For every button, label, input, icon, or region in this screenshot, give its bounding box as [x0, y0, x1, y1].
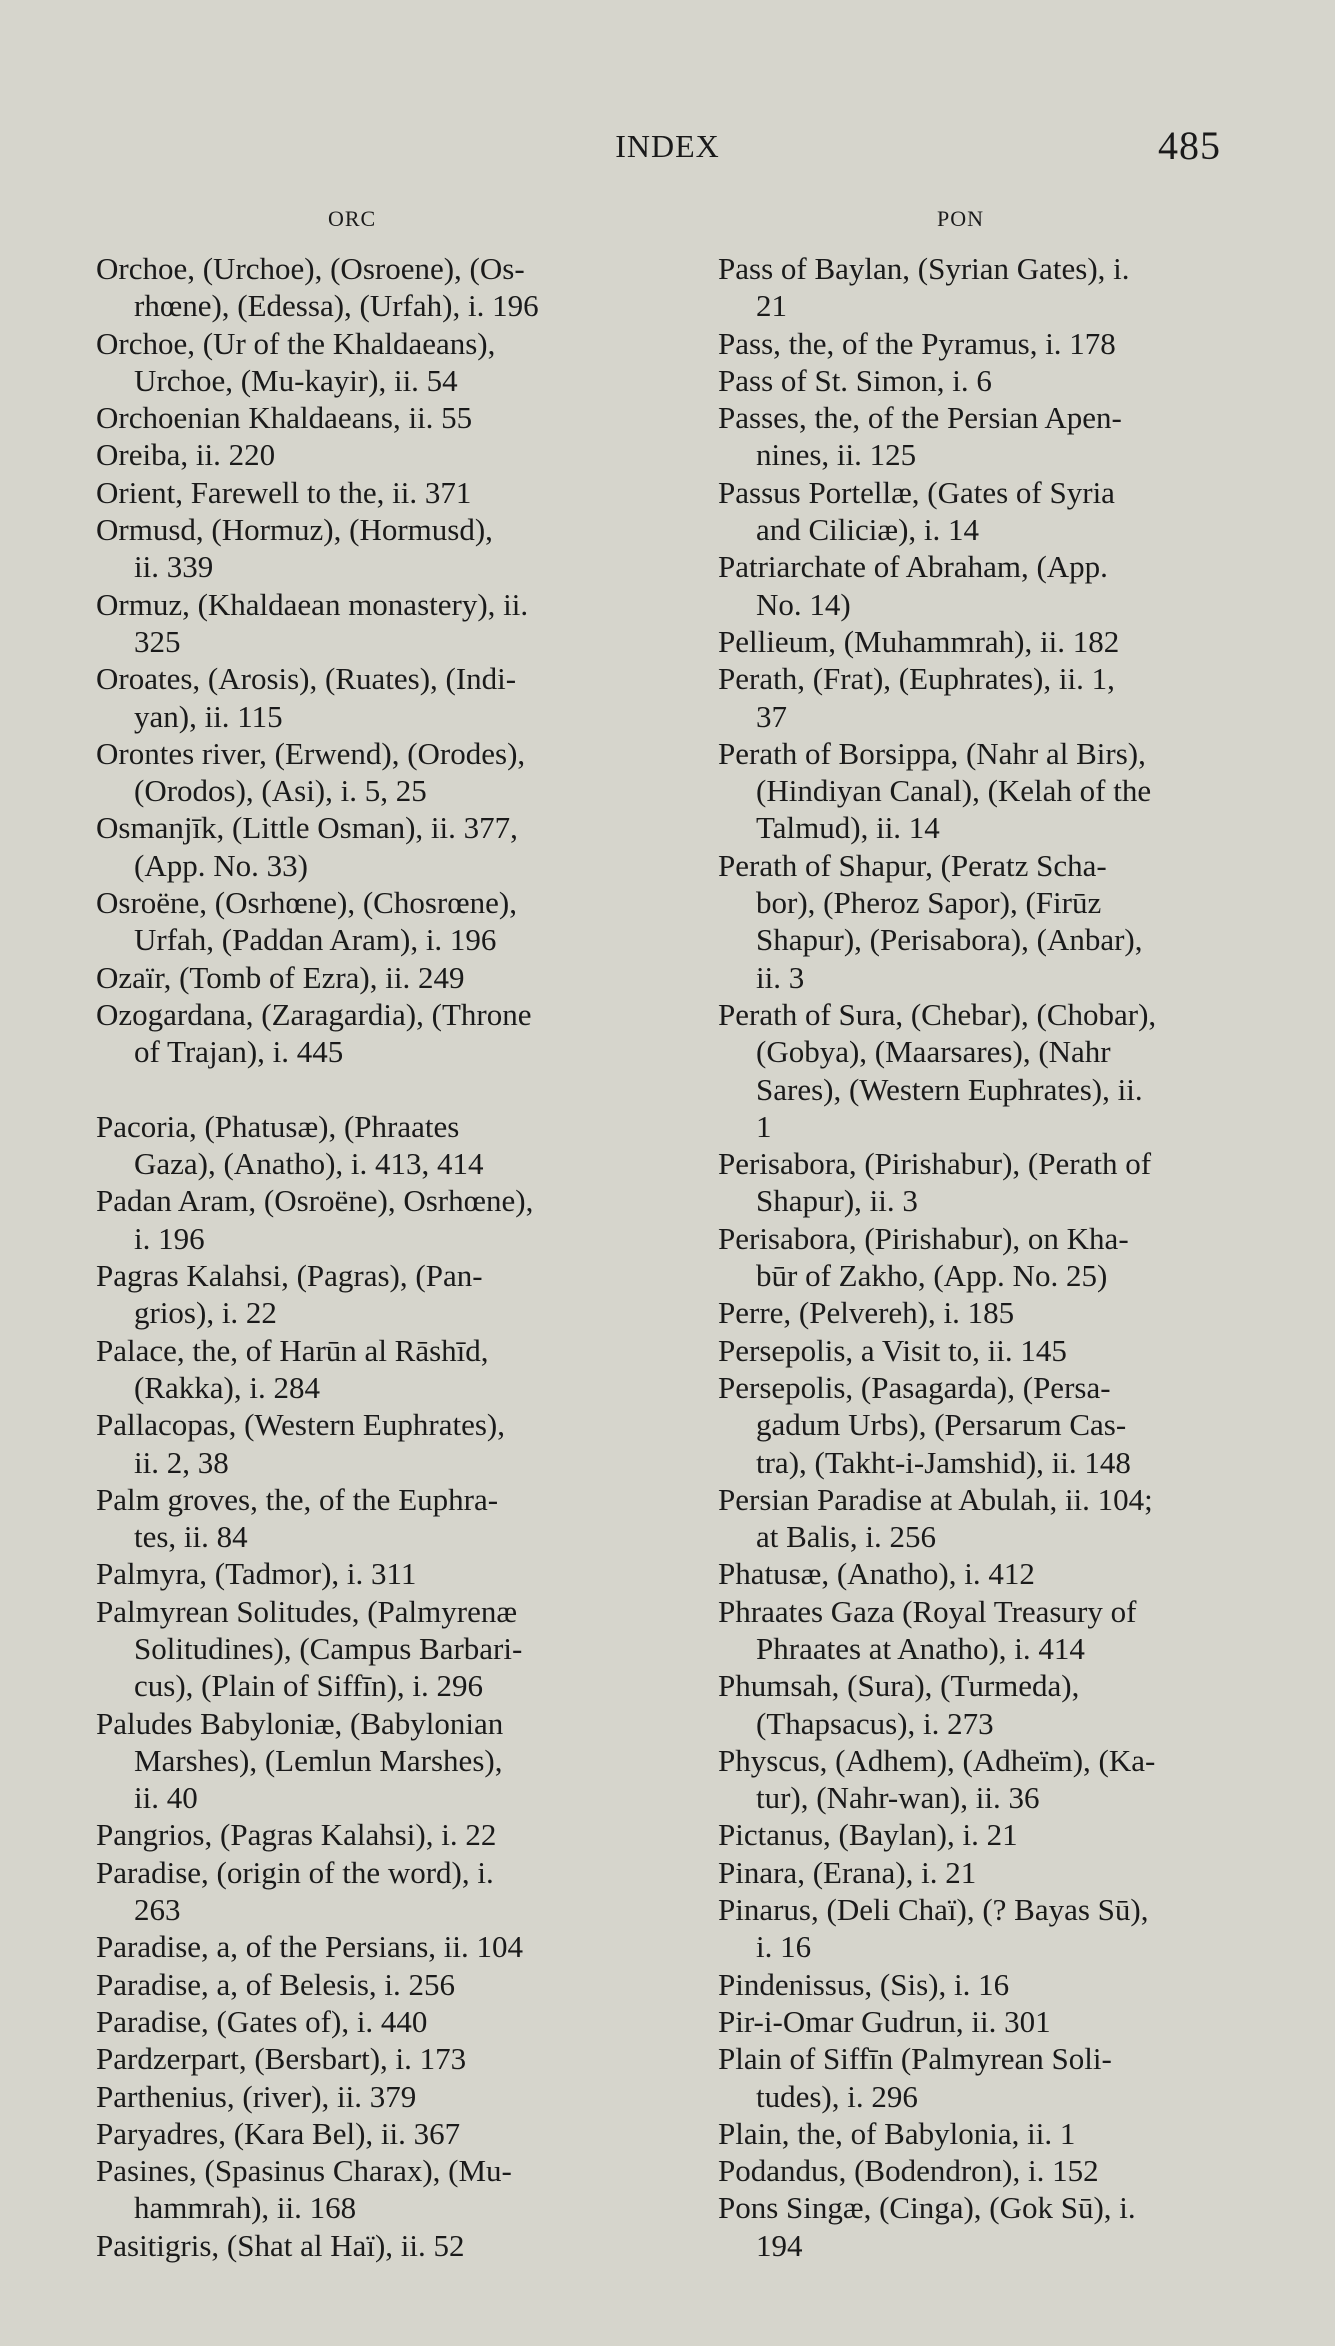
- index-entry: [718, 1593, 1254, 1668]
- index-entry-continuation: Shapur), (Perisabora), (Anbar),: [756, 922, 1143, 958]
- index-entry: [718, 2189, 1254, 2264]
- index-entry-continuation: ii. 2, 38: [134, 1444, 229, 1480]
- index-entry: [96, 1966, 626, 2003]
- index-entry-continuation: tes, ii. 84: [134, 1519, 248, 1555]
- index-entry: [96, 660, 626, 735]
- index-entry-line: Physcus, (Adhem), (Adheïm), (Ka-: [718, 1742, 1156, 1778]
- index-entry-continuation: tra), (Takht-i-Jamshid), ii. 148: [756, 1444, 1131, 1480]
- index-entry: [96, 586, 626, 661]
- index-entry-line: Osmanjīk, (Little Osman), ii. 377,: [96, 810, 518, 846]
- index-entry-continuation: nines, ii. 125: [756, 437, 917, 473]
- index-entry-line: Oroates, (Arosis), (Ruates), (Indi-: [96, 661, 517, 697]
- index-entry: [96, 2227, 626, 2264]
- index-entry-continuation: 194: [756, 2227, 803, 2263]
- index-entry: [96, 1406, 626, 1481]
- index-entry-continuation: i. 16: [756, 1929, 812, 1965]
- index-entry: [718, 660, 1254, 735]
- index-entry: [718, 1481, 1254, 1556]
- right-column-head: PON: [937, 206, 985, 231]
- index-entry-continuation: (Hindiyan Canal), (Kelah of the: [756, 773, 1152, 809]
- index-entry: [718, 735, 1254, 847]
- index-entry-line: Passus Portellæ, (Gates of Syria: [718, 474, 1115, 510]
- running-title: INDEX: [615, 128, 720, 164]
- index-entry: [96, 809, 626, 884]
- index-entry-continuation: 21: [756, 288, 787, 324]
- index-entry-continuation: tur), (Nahr-wan), ii. 36: [756, 1780, 1040, 1816]
- index-entry-continuation: Urfah, (Paddan Aram), i. 196: [134, 922, 497, 958]
- index-entry-line: Pagras Kalahsi, (Pagras), (Pan-: [96, 1258, 483, 1294]
- index-entry: [96, 1816, 626, 1853]
- index-entry-continuation: of Trajan), i. 445: [134, 1034, 344, 1070]
- index-entry: [718, 2040, 1254, 2115]
- index-entry-continuation: tudes), i. 296: [756, 2078, 918, 2114]
- index-entry-line: Pass of Baylan, (Syrian Gates), i.: [718, 251, 1130, 286]
- index-entry-continuation: ii. 339: [134, 549, 214, 585]
- index-entry: [718, 250, 1254, 325]
- index-entry-continuation: bor), (Pheroz Sapor), (Firūz: [756, 885, 1102, 921]
- index-entry-continuation: cus), (Plain of Siffīn), i. 296: [134, 1668, 484, 1704]
- index-entry: [96, 1481, 626, 1556]
- index-entry-continuation: Solitudines), (Campus Barbari-: [134, 1630, 523, 1666]
- index-entry: [96, 511, 626, 586]
- index-entry-line: Ormusd, (Hormuz), (Hormusd),: [96, 512, 493, 548]
- left-column-head: ORC: [328, 206, 377, 231]
- index-entry: [718, 847, 1254, 996]
- index-entry: [718, 1220, 1254, 1295]
- index-entry: [718, 1145, 1254, 1220]
- index-entry: [96, 1332, 626, 1407]
- index-entry: [718, 623, 1254, 660]
- index-entry-line: Orient, Farewell to the, ii. 371: [96, 474, 472, 510]
- index-entry: [718, 1294, 1254, 1331]
- index-entry-line: Paradise, (Gates of), i. 440: [96, 2003, 428, 2039]
- index-entry-line: Persian Paradise at Abulah, ii. 104;: [718, 1481, 1153, 1517]
- index-entry: [96, 959, 626, 996]
- index-entry-continuation: Sares), (Western Euphrates), ii.: [756, 1071, 1143, 1107]
- index-entry: [718, 325, 1254, 362]
- index-entry-continuation: at Balis, i. 256: [756, 1519, 936, 1555]
- index-entry-line: Pangrios, (Pagras Kalahsi), i. 22: [96, 1817, 497, 1853]
- index-entry: [96, 1705, 626, 1817]
- index-entry: [96, 2040, 626, 2077]
- index-entry-continuation: Gaza), (Anatho), i. 413, 414: [134, 1146, 484, 1182]
- index-entry-continuation: Marshes), (Lemlun Marshes),: [134, 1742, 503, 1778]
- index-entry-continuation: 1: [756, 1108, 772, 1144]
- index-entry-continuation: yan), ii. 115: [134, 698, 283, 734]
- index-entry: [718, 1966, 1254, 2003]
- index-entry-continuation: 37: [756, 698, 787, 734]
- index-entry-continuation: (Thapsacus), i. 273: [756, 1705, 994, 1741]
- index-entry-continuation: gadum Urbs), (Persarum Cas-: [756, 1407, 1127, 1443]
- index-entry-continuation: ii. 3: [756, 959, 805, 995]
- index-entry-line: Palmyrean Solitudes, (Palmyrenæ: [96, 1593, 518, 1629]
- index-entry: [96, 2115, 626, 2152]
- index-entry-line: Phatusæ, (Anatho), i. 412: [718, 1556, 1035, 1592]
- index-entry-line: Pellieum, (Muhammrah), ii. 182: [718, 623, 1120, 659]
- index-entry: [718, 1332, 1254, 1369]
- index-entry: [718, 996, 1254, 1145]
- index-entry-line: Pir-i-Omar Gudrun, ii. 301: [718, 2003, 1051, 2039]
- index-entry-line: Perre, (Pelvereh), i. 185: [718, 1295, 1015, 1331]
- index-entry-continuation: hammrah), ii. 168: [134, 2190, 357, 2226]
- index-entry-line: Pinara, (Erana), i. 21: [718, 1854, 977, 1890]
- index-entry-continuation: i. 196: [134, 1220, 205, 1256]
- index-entry-continuation: and Ciliciæ), i. 14: [756, 512, 980, 548]
- index-entry-continuation: grios), i. 22: [134, 1295, 277, 1331]
- index-entry: [96, 2078, 626, 2115]
- index-entry: [96, 1593, 626, 1705]
- index-entry: [96, 884, 626, 959]
- index-entry-continuation: būr of Zakho, (App. No. 25): [756, 1258, 1108, 1294]
- index-entry-line: Ormuz, (Khaldaean monastery), ii.: [96, 586, 529, 622]
- index-entry: [718, 1369, 1254, 1481]
- index-entry-line: Perath of Shapur, (Peratz Scha-: [718, 847, 1107, 883]
- index-entry: [96, 996, 626, 1071]
- page-number: 485: [1158, 123, 1221, 168]
- index-entry-line: Orchoe, (Urchoe), (Osroene), (Os-: [96, 251, 525, 286]
- index-entry: [718, 2152, 1254, 2189]
- index-entry-continuation: ii. 40: [134, 1780, 198, 1816]
- index-entry: [96, 1854, 626, 1929]
- index-entry: [718, 548, 1254, 623]
- index-entry-line: Pasitigris, (Shat al Haï), ii. 52: [96, 2227, 465, 2263]
- index-entry-line: Orchoe, (Ur of the Khaldaeans),: [96, 325, 496, 361]
- index-entry: [96, 1182, 626, 1257]
- index-entry: [96, 436, 626, 473]
- index-entry-continuation: (Rakka), i. 284: [134, 1369, 320, 1405]
- index-entry-line: Oreiba, ii. 220: [96, 437, 276, 473]
- index-entry-line: Passes, the, of the Persian Apen-: [718, 400, 1122, 436]
- index-entry-line: Persepolis, (Pasagarda), (Persa-: [718, 1369, 1111, 1405]
- index-entry-line: Osroëne, (Osrhœne), (Chosrœne),: [96, 885, 517, 921]
- index-entry-continuation: rhœne), (Edessa), (Urfah), i. 196: [134, 288, 539, 324]
- index-entry: [718, 1667, 1254, 1742]
- index-entry-continuation: (App. No. 33): [134, 847, 308, 883]
- index-entry-line: Persepolis, a Visit to, ii. 145: [718, 1332, 1067, 1368]
- index-entry: [718, 1555, 1254, 1592]
- left-index-column: [96, 250, 626, 2264]
- index-entry-line: Pass of St. Simon, i. 6: [718, 362, 992, 398]
- index-entry-line: Perath of Sura, (Chebar), (Chobar),: [718, 996, 1157, 1032]
- index-entry: [718, 2003, 1254, 2040]
- section-gap: [96, 1071, 626, 1108]
- index-entry: [96, 1555, 626, 1592]
- index-entry-line: Orontes river, (Erwend), (Orodes),: [96, 735, 526, 771]
- index-entry: [96, 735, 626, 810]
- index-entry: [96, 250, 626, 325]
- index-entry: [96, 2003, 626, 2040]
- index-entry-line: Palmyra, (Tadmor), i. 311: [96, 1556, 417, 1592]
- index-entry-line: Patriarchate of Abraham, (App.: [718, 549, 1108, 585]
- index-entry-line: Phumsah, (Sura), (Turmeda),: [718, 1668, 1080, 1704]
- index-entry-line: Perath of Borsippa, (Nahr al Birs),: [718, 735, 1146, 771]
- index-entry-continuation: 263: [134, 1892, 181, 1928]
- index-entry-line: Plain, the, of Babylonia, ii. 1: [718, 2115, 1076, 2151]
- index-entry: [96, 2152, 626, 2227]
- index-entry-line: Perath, (Frat), (Euphrates), ii. 1,: [718, 661, 1115, 697]
- index-entry-line: Pass, the, of the Pyramus, i. 178: [718, 325, 1116, 361]
- index-entry-line: Pasines, (Spasinus Charax), (Mu-: [96, 2153, 512, 2189]
- index-entry: [718, 474, 1254, 549]
- index-entry-continuation: No. 14): [756, 586, 851, 622]
- index-entry-line: Pallacopas, (Western Euphrates),: [96, 1407, 505, 1443]
- index-entry-line: Paludes Babyloniæ, (Babylonian: [96, 1705, 504, 1741]
- index-entry: [718, 2115, 1254, 2152]
- index-entry-continuation: Urchoe, (Mu-kayir), ii. 54: [134, 362, 458, 398]
- index-entry-line: Paradise, a, of the Persians, ii. 104: [96, 1929, 524, 1965]
- index-entry-line: Perisabora, (Pirishabur), on Kha-: [718, 1220, 1129, 1256]
- index-entry-line: Padan Aram, (Osroëne), Osrhœne),: [96, 1183, 534, 1219]
- index-entry-line: Pacoria, (Phatusæ), (Phraates: [96, 1108, 460, 1144]
- index-entry: [96, 1108, 626, 1183]
- index-entry-line: Pinarus, (Deli Chaï), (? Bayas Sū),: [718, 1892, 1149, 1928]
- index-entry-line: Pons Singæ, (Cinga), (Gok Sū), i.: [718, 2190, 1136, 2226]
- index-entry-line: Paradise, (origin of the word), i.: [96, 1854, 494, 1890]
- index-entry: [96, 325, 626, 400]
- index-entry-line: Palace, the, of Harūn al Rāshīd,: [96, 1332, 489, 1368]
- index-entry: [718, 1742, 1254, 1817]
- index-entry: [96, 1257, 626, 1332]
- index-entry: [718, 399, 1254, 474]
- index-entry-continuation: (Orodos), (Asi), i. 5, 25: [134, 773, 427, 809]
- index-entry-line: Orchoenian Khaldaeans, ii. 55: [96, 400, 473, 436]
- index-entry: [718, 1816, 1254, 1853]
- index-entry: [718, 1891, 1254, 1966]
- index-entry-line: Parthenius, (river), ii. 379: [96, 2078, 417, 2114]
- index-entry-continuation: Shapur), ii. 3: [756, 1183, 918, 1219]
- index-entry: [96, 399, 626, 436]
- index-entry: [718, 362, 1254, 399]
- index-entry-line: Pictanus, (Baylan), i. 21: [718, 1817, 1018, 1853]
- index-entry-line: Pardzerpart, (Bersbart), i. 173: [96, 2041, 467, 2077]
- index-entry-continuation: Phraates at Anatho), i. 414: [756, 1630, 1085, 1666]
- index-entry: [718, 1854, 1254, 1891]
- index-entry-continuation: 325: [134, 623, 181, 659]
- index-entry-line: Ozaïr, (Tomb of Ezra), ii. 249: [96, 959, 465, 995]
- index-entry: [96, 474, 626, 511]
- index-entry-continuation: (Gobya), (Maarsares), (Nahr: [756, 1034, 1111, 1070]
- index-entry: [96, 1928, 626, 1965]
- index-entry-line: Palm groves, the, of the Euphra-: [96, 1481, 499, 1517]
- index-entry-line: Pindenissus, (Sis), i. 16: [718, 1966, 1010, 2002]
- index-entry-line: Phraates Gaza (Royal Treasury of: [718, 1593, 1137, 1629]
- index-entry-continuation: Talmud), ii. 14: [756, 810, 940, 846]
- index-entry-line: Plain of Siffīn (Palmyrean Soli-: [718, 2041, 1112, 2077]
- index-entry-line: Ozogardana, (Zaragardia), (Throne: [96, 996, 532, 1032]
- index-entry-line: Paryadres, (Kara Bel), ii. 367: [96, 2115, 461, 2151]
- right-index-column: [718, 250, 1254, 2264]
- index-entry-line: Podandus, (Bodendron), i. 152: [718, 2153, 1099, 2189]
- index-entry-line: Paradise, a, of Belesis, i. 256: [96, 1966, 456, 2002]
- index-entry-line: Perisabora, (Pirishabur), (Perath of: [718, 1146, 1152, 1182]
